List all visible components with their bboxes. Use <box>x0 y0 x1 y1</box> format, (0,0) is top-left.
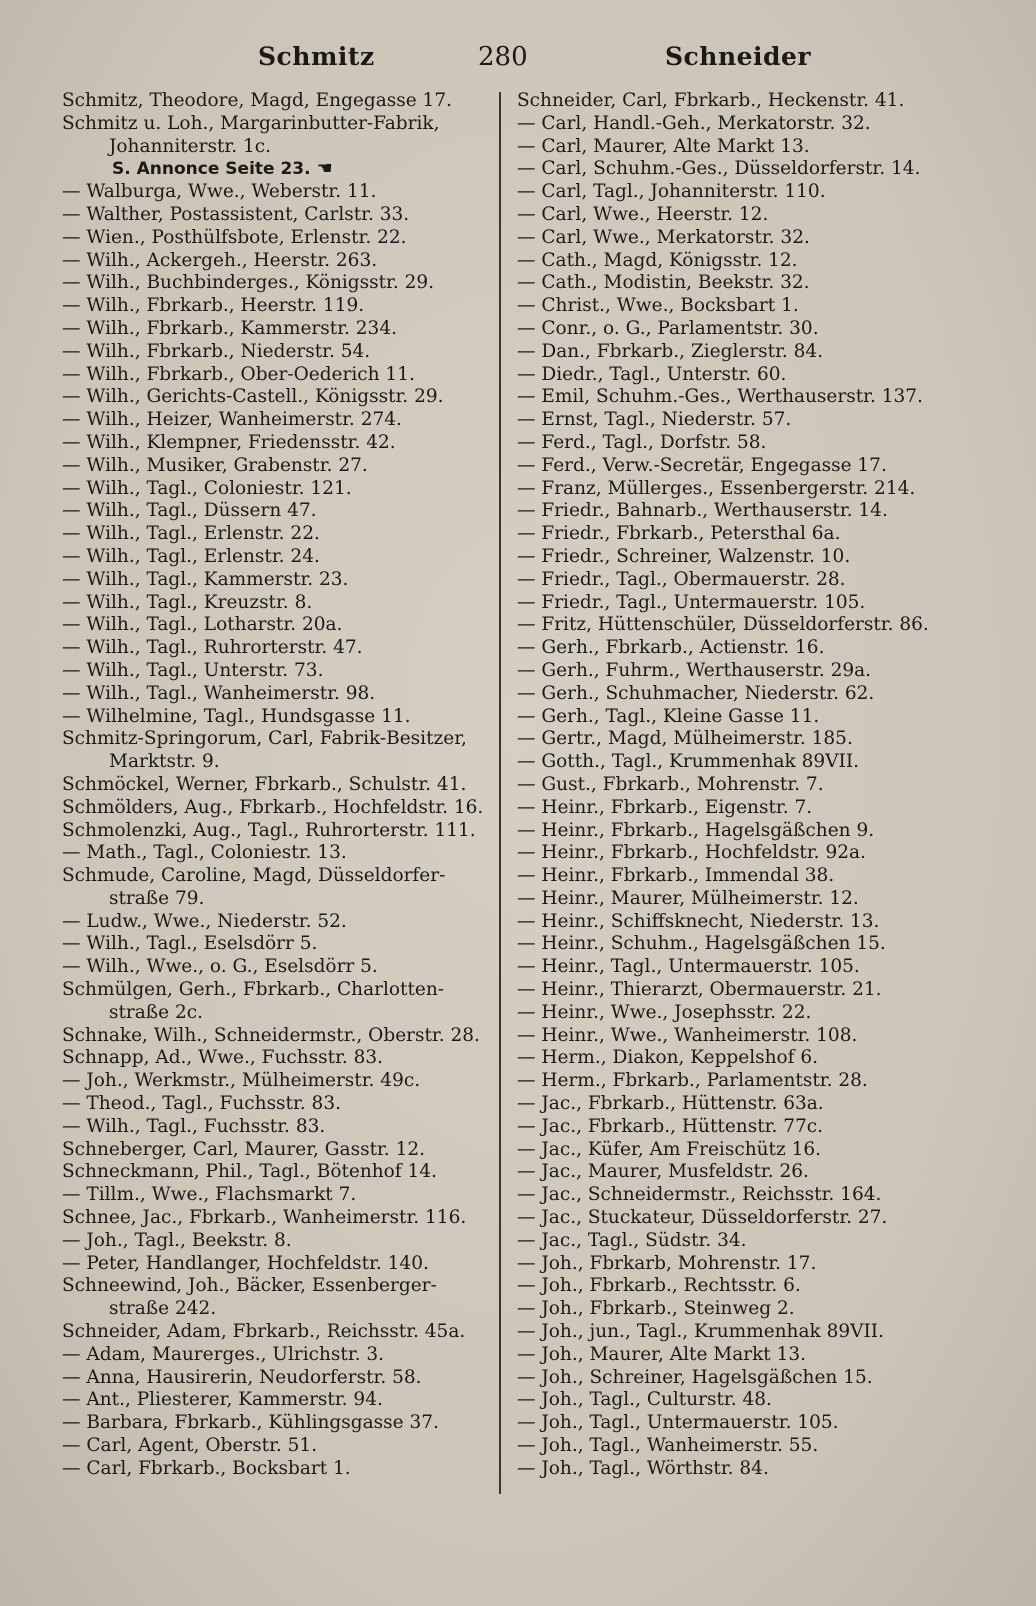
directory-entry: Schnake, Wilh., Schneidermstr., Oberstr. 28. <box>62 1024 480 1046</box>
directory-entry: — Wilhelmine, Tagl., Hundsgasse 11. <box>62 705 411 727</box>
directory-entry: — Wilh., Tagl., Ruhrorterstr. 47. <box>62 637 363 659</box>
directory-entry: — Walburga, Wwe., Weberstr. 11. <box>62 181 377 203</box>
directory-entry: Schneider, Carl, Fbrkarb., Heckenstr. 41. <box>517 90 905 111</box>
directory-entry: — Heinr., Maurer, Mülheimerstr. 12. <box>517 887 859 909</box>
directory-entry: Schmölders, Aug., Fbrkarb., Hochfeldstr. 16. <box>62 796 484 818</box>
right-column <box>517 90 967 1481</box>
directory-entry: straße 2c. <box>109 1001 203 1023</box>
directory-entry: — Wilh., Tagl., Coloniestr. 121. <box>62 477 352 499</box>
directory-entry: — Wilh., Fbrkarb., Niederstr. 54. <box>62 340 371 362</box>
directory-entry: — Jac., Tagl., Südstr. 34. <box>517 1229 747 1251</box>
directory-entry: — Wilh., Fbrkarb., Ober-Oederich 11. <box>62 363 415 385</box>
directory-entry: — Herm., Diakon, Keppelshof 6. <box>517 1047 819 1069</box>
directory-entry: Schmülgen, Gerh., Fbrkarb., Charlotten- <box>62 979 444 1001</box>
directory-entry: — Jac., Fbrkarb., Hüttenstr. 77c. <box>517 1115 823 1137</box>
directory-entry: — Gerh., Fbrkarb., Actienstr. 16. <box>517 637 825 659</box>
directory-entry: — Jac., Küfer, Am Freischütz 16. <box>517 1138 822 1160</box>
directory-entry: Schneberger, Carl, Maurer, Gasstr. 12. <box>62 1138 425 1160</box>
directory-entry: — Heinr., Schiffsknecht, Niederstr. 13. <box>517 910 880 932</box>
directory-entry: — Joh., Fbrkarb, Mohrenstr. 17. <box>517 1252 817 1274</box>
directory-entry: — Carl, Wwe., Heerstr. 12. <box>517 203 769 225</box>
directory-entry: Schmolenzki, Aug., Tagl., Ruhrorterstr. 111. <box>62 819 476 841</box>
directory-entry: — Carl, Schuhm.-Ges., Düsseldorferstr. 14. <box>517 158 921 180</box>
directory-entry: — Cath., Magd, Königsstr. 12. <box>517 249 798 271</box>
directory-entry: — Wilh., Fbrkarb., Kammerstr. 234. <box>62 317 397 339</box>
directory-entry: — Wilh., Klempner, Friedensstr. 42. <box>62 431 396 453</box>
directory-entry: — Wilh., Tagl., Eselsdörr 5. <box>62 933 318 955</box>
directory-entry: — Wilh., Tagl., Düssern 47. <box>62 500 317 522</box>
directory-entry: — Joh., Maurer, Alte Markt 13. <box>517 1343 807 1365</box>
directory-entry: — Conr., o. G., Parlamentstr. 30. <box>517 317 819 339</box>
left-column <box>62 90 494 1481</box>
directory-entry: — Carl, Fbrkarb., Bocksbart 1. <box>62 1457 351 1479</box>
directory-entry: — Carl, Maurer, Alte Markt 13. <box>517 135 810 157</box>
directory-entry: Schneider, Adam, Fbrkarb., Reichsstr. 45a. <box>62 1321 466 1343</box>
directory-entry: — Heinr., Tagl., Untermauerstr. 105. <box>517 956 860 978</box>
directory-entry: Schmitz u. Loh., Margarinbutter-Fabrik, <box>62 112 440 134</box>
directory-entry: — Wien., Posthülfsbote, Erlenstr. 22. <box>62 226 407 248</box>
directory-entry: — Barbara, Fbrkarb., Kühlingsgasse 37. <box>62 1412 439 1434</box>
directory-entry: — Ferd., Tagl., Dorfstr. 58. <box>517 431 767 453</box>
directory-entry: — Wilh., Tagl., Kreuzstr. 8. <box>62 591 313 613</box>
header-right-keyword: Schneider <box>665 42 812 71</box>
directory-entry: — Heinr., Fbrkarb., Hochfeldstr. 92a. <box>517 842 866 864</box>
directory-entry: — Joh., Tagl., Wanheimerstr. 55. <box>517 1435 819 1457</box>
directory-entry: — Joh., Tagl., Culturstr. 48. <box>517 1389 772 1411</box>
directory-entry: — Friedr., Schreiner, Walzenstr. 10. <box>517 545 851 567</box>
directory-entry: — Ant., Pliesterer, Kammerstr. 94. <box>62 1389 383 1411</box>
directory-entry: — Anna, Hausirerin, Neudorferstr. 58. <box>62 1366 422 1388</box>
directory-entry: Schnee, Jac., Fbrkarb., Wanheimerstr. 116. <box>62 1207 467 1229</box>
directory-entry: — Cath., Modistin, Beekstr. 32. <box>517 272 810 294</box>
directory-entry: — Gertr., Magd, Mülheimerstr. 185. <box>517 728 853 750</box>
annonce-reference: S. Annonce Seite 23. ☚ <box>112 158 333 180</box>
directory-entry: straße 79. <box>109 887 205 909</box>
directory-entry: — Heinr., Fbrkarb., Immendal 38. <box>517 865 835 887</box>
page-header <box>0 40 1036 80</box>
directory-entry: — Walther, Postassistent, Carlstr. 33. <box>62 203 410 225</box>
directory-entry: — Wilh., Tagl., Kammerstr. 23. <box>62 568 349 590</box>
directory-entry: Schneckmann, Phil., Tagl., Bötenhof 14. <box>62 1161 437 1183</box>
directory-entry: — Heinr., Schuhm., Hagelsgäßchen 15. <box>517 933 886 955</box>
directory-entry: — Franz, Müllerges., Essenbergerstr. 214. <box>517 477 916 499</box>
directory-entry: — Heinr., Wwe., Josephsstr. 22. <box>517 1001 812 1023</box>
directory-entry: — Dan., Fbrkarb., Zieglerstr. 84. <box>517 340 824 362</box>
directory-entry: Schmitz, Theodore, Magd, Engegasse 17. <box>62 90 452 111</box>
directory-entry: — Adam, Maurerges., Ulrichstr. 3. <box>62 1343 385 1365</box>
directory-entry: — Jac., Stuckateur, Düsseldorferstr. 27. <box>517 1207 888 1229</box>
directory-entry: — Wilh., Tagl., Unterstr. 73. <box>62 659 324 681</box>
directory-entry: — Carl, Tagl., Johanniterstr. 110. <box>517 181 826 203</box>
directory-entry: — Peter, Handlanger, Hochfeldstr. 140. <box>62 1252 429 1274</box>
directory-entry: — Gerh., Fuhrm., Werthauserstr. 29a. <box>517 659 872 681</box>
directory-entry: — Jac., Fbrkarb., Hüttenstr. 63a. <box>517 1093 824 1115</box>
directory-entry: — Ernst, Tagl., Niederstr. 57. <box>517 409 792 431</box>
directory-entry: — Wilh., Fbrkarb., Heerstr. 119. <box>62 295 365 317</box>
directory-entry: — Joh., Schreiner, Hagelsgäßchen 15. <box>517 1366 873 1388</box>
directory-entry: — Carl, Agent, Oberstr. 51. <box>62 1435 318 1457</box>
directory-entry: — Ferd., Verw.-Secretär, Engegasse 17. <box>517 454 887 476</box>
directory-entry: Schmitz-Springorum, Carl, Fabrik-Besitzer, <box>62 728 467 750</box>
directory-entry: — Friedr., Fbrkarb., Petersthal 6a. <box>517 523 841 545</box>
directory-entry: — Gotth., Tagl., Krummenhak 89VII. <box>517 751 860 773</box>
directory-entry: — Wilh., Tagl., Fuchsstr. 83. <box>62 1115 326 1137</box>
column-divider <box>499 92 501 1494</box>
directory-entry: — Tillm., Wwe., Flachsmarkt 7. <box>62 1184 357 1206</box>
pointing-hand-icon: ☚ <box>316 158 333 180</box>
directory-entry: — Ludw., Wwe., Niederstr. 52. <box>62 910 347 932</box>
directory-entry: — Joh., Werkmstr., Mülheimerstr. 49c. <box>62 1070 421 1092</box>
directory-entry: — Heinr., Fbrkarb., Eigenstr. 7. <box>517 796 813 818</box>
directory-entry: — Emil, Schuhm.-Ges., Werthauserstr. 137. <box>517 386 923 408</box>
directory-entry: — Gust., Fbrkarb., Mohrenstr. 7. <box>517 773 824 795</box>
directory-entry: — Joh., jun., Tagl., Krummenhak 89VII. <box>517 1321 884 1343</box>
directory-entry: — Math., Tagl., Coloniestr. 13. <box>62 842 347 864</box>
directory-entry: — Herm., Fbrkarb., Parlamentstr. 28. <box>517 1070 868 1092</box>
directory-entry: — Wilh., Heizer, Wanheimerstr. 274. <box>62 409 402 431</box>
page-number: 280 <box>478 42 528 72</box>
directory-entry: — Heinr., Thierarzt, Obermauerstr. 21. <box>517 979 882 1001</box>
directory-entry: — Wilh., Buchbinderges., Königsstr. 29. <box>62 272 435 294</box>
directory-entry: — Wilh., Tagl., Lotharstr. 20a. <box>62 614 343 636</box>
directory-entry: — Joh., Tagl., Beekstr. 8. <box>62 1229 292 1251</box>
directory-entry: Schmude, Caroline, Magd, Düsseldorfer- <box>62 865 446 887</box>
directory-entry: — Wilh., Gerichts-Castell., Königsstr. 29. <box>62 386 444 408</box>
directory-entry: Schnapp, Ad., Wwe., Fuchsstr. 83. <box>62 1047 384 1069</box>
directory-entry: — Heinr., Wwe., Wanheimerstr. 108. <box>517 1024 858 1046</box>
directory-entry: — Jac., Maurer, Musfeldstr. 26. <box>517 1161 809 1183</box>
directory-entry: — Joh., Fbrkarb., Steinweg 2. <box>517 1298 795 1320</box>
directory-entry: Schmöckel, Werner, Fbrkarb., Schulstr. 41. <box>62 773 467 795</box>
directory-entry: — Heinr., Fbrkarb., Hagelsgäßchen 9. <box>517 819 875 841</box>
directory-entry: — Joh., Tagl., Wörthstr. 84. <box>517 1457 769 1479</box>
directory-entry: — Wilh., Wwe., o. G., Eselsdörr 5. <box>62 956 378 978</box>
directory-entry: — Diedr., Tagl., Unterstr. 60. <box>517 363 787 385</box>
directory-entry: Johanniterstr. 1c. <box>109 135 271 157</box>
directory-entry: — Gerh., Schuhmacher, Niederstr. 62. <box>517 682 875 704</box>
directory-entry: Schneewind, Joh., Bäcker, Essenberger- <box>62 1275 437 1297</box>
directory-entry: Marktstr. 9. <box>109 751 220 773</box>
directory-entry: — Friedr., Tagl., Obermauerstr. 28. <box>517 568 846 590</box>
directory-entry: straße 242. <box>109 1298 217 1320</box>
directory-entry: — Wilh., Tagl., Erlenstr. 22. <box>62 523 320 545</box>
directory-entry: — Friedr., Bahnarb., Werthauserstr. 14. <box>517 500 888 522</box>
directory-entry: — Wilh., Musiker, Grabenstr. 27. <box>62 454 368 476</box>
directory-entry: — Gerh., Tagl., Kleine Gasse 11. <box>517 705 820 727</box>
directory-entry: — Wilh., Ackergeh., Heerstr. 263. <box>62 249 378 271</box>
header-left-keyword: Schmitz <box>258 42 375 71</box>
directory-entry: — Joh., Fbrkarb., Rechtsstr. 6. <box>517 1275 801 1297</box>
directory-entry: — Christ., Wwe., Bocksbart 1. <box>517 295 799 317</box>
directory-entry: — Friedr., Tagl., Untermauerstr. 105. <box>517 591 866 613</box>
directory-entry: — Wilh., Tagl., Wanheimerstr. 98. <box>62 682 376 704</box>
directory-entry: — Fritz, Hüttenschüler, Düsseldorferstr. 86. <box>517 614 929 636</box>
directory-entry: — Theod., Tagl., Fuchsstr. 83. <box>62 1093 341 1115</box>
directory-entry: — Carl, Handl.-Geh., Merkatorstr. 32. <box>517 112 871 134</box>
directory-entry: — Carl, Wwe., Merkatorstr. 32. <box>517 226 810 248</box>
directory-entry: — Jac., Schneidermstr., Reichsstr. 164. <box>517 1184 882 1206</box>
directory-entry: — Joh., Tagl., Untermauerstr. 105. <box>517 1412 839 1434</box>
directory-entry: — Wilh., Tagl., Erlenstr. 24. <box>62 545 320 567</box>
